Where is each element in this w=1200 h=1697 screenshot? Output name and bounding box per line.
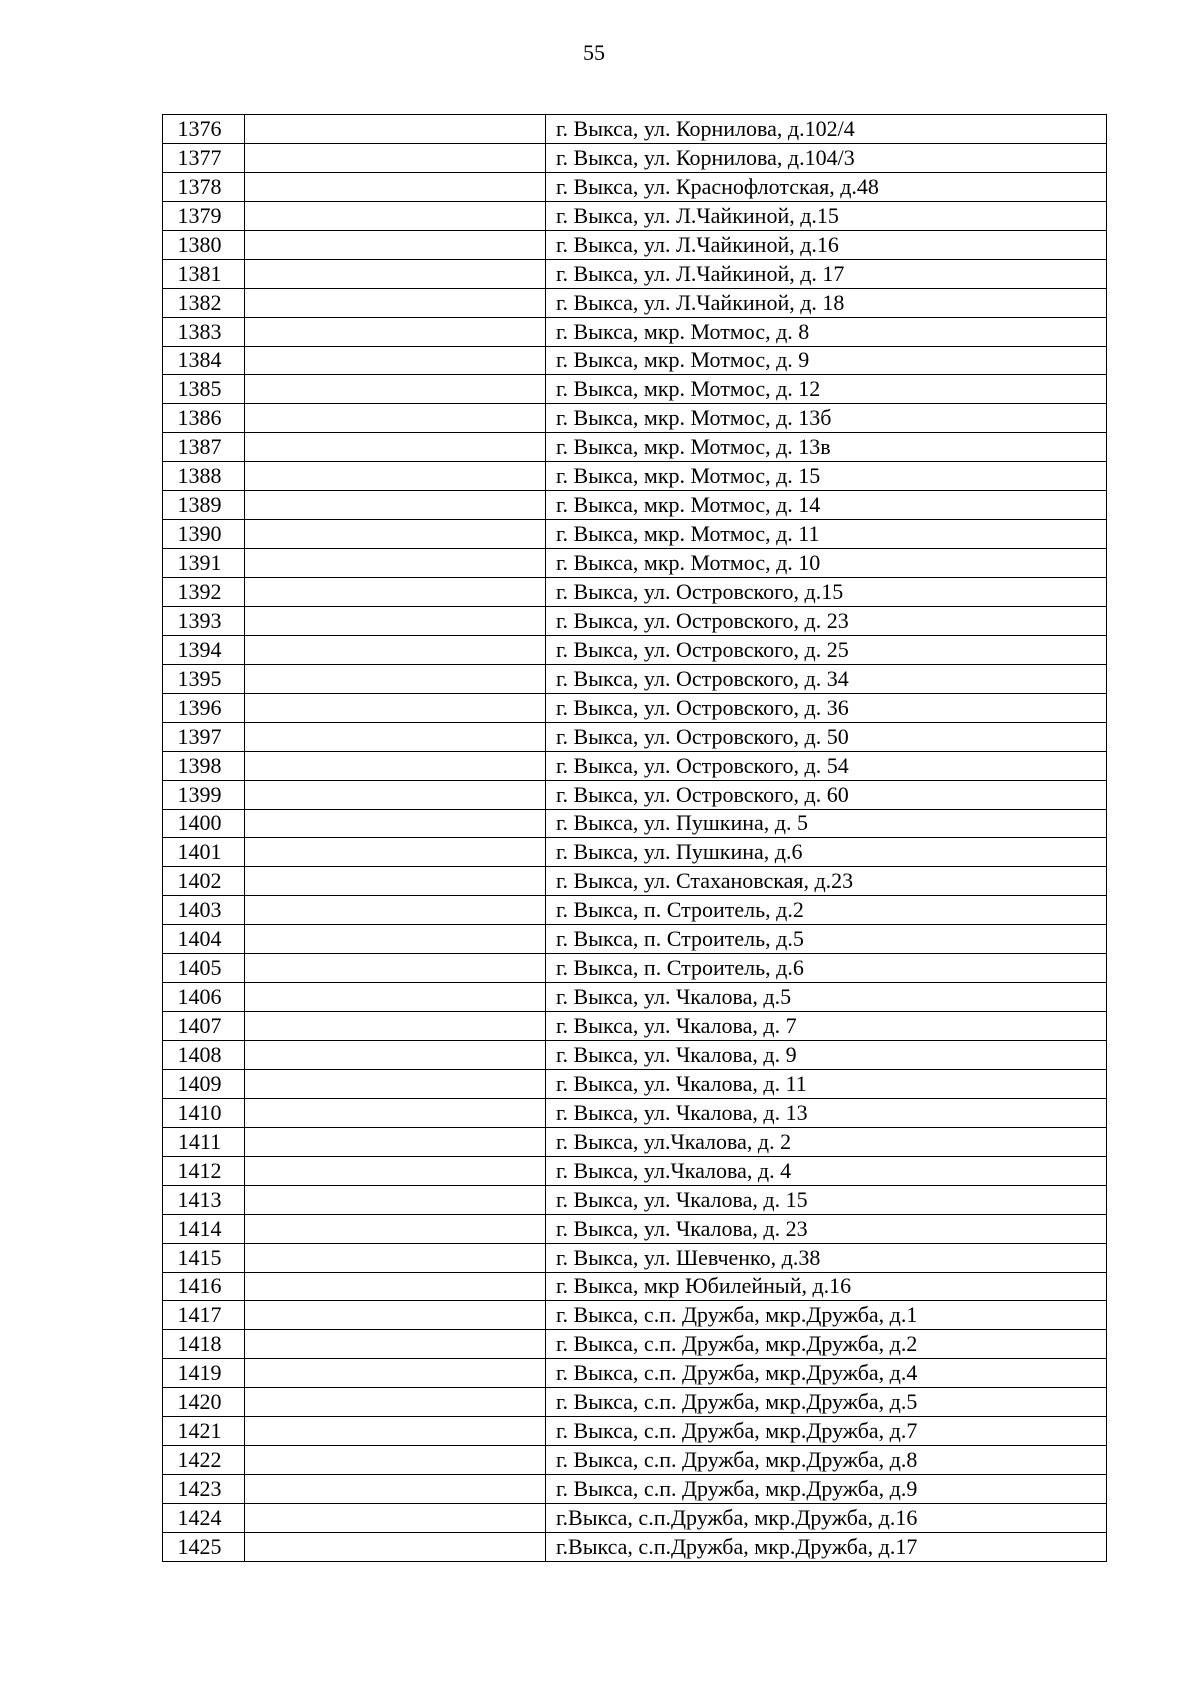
address-cell: г. Выкса, ул. Чкалова, д. 7	[546, 1012, 1107, 1041]
table-row	[163, 433, 1107, 462]
row-number-cell: 1424	[163, 1504, 245, 1533]
table-row	[163, 838, 1107, 867]
address-cell: г. Выкса, ул.Чкалова, д. 4	[546, 1156, 1107, 1185]
table-row	[163, 693, 1107, 722]
empty-cell	[245, 143, 546, 172]
table-row	[163, 1012, 1107, 1041]
empty-cell	[245, 751, 546, 780]
empty-cell	[245, 317, 546, 346]
address-cell: г. Выкса, мкр. Мотмос, д. 9	[546, 346, 1107, 375]
empty-cell	[245, 1156, 546, 1185]
row-number-cell: 1399	[163, 780, 245, 809]
empty-cell	[245, 1532, 546, 1561]
empty-cell	[245, 201, 546, 230]
empty-cell	[245, 809, 546, 838]
row-number-cell: 1391	[163, 549, 245, 578]
table-row	[163, 1069, 1107, 1098]
address-cell: г. Выкса, п. Строитель, д.6	[546, 954, 1107, 983]
address-cell: г. Выкса, с.п. Дружба, мкр.Дружба, д.9	[546, 1475, 1107, 1504]
table-row	[163, 1098, 1107, 1127]
address-cell: г. Выкса, с.п. Дружба, мкр.Дружба, д.7	[546, 1417, 1107, 1446]
row-number-cell: 1382	[163, 288, 245, 317]
row-number-cell: 1380	[163, 230, 245, 259]
row-number-cell: 1393	[163, 606, 245, 635]
address-cell: г. Выкса, мкр. Мотмос, д. 11	[546, 520, 1107, 549]
table-row	[163, 1301, 1107, 1330]
address-cell: г. Выкса, ул. Пушкина, д. 5	[546, 809, 1107, 838]
address-cell: г. Выкса, ул. Чкалова, д. 11	[546, 1069, 1107, 1098]
empty-cell	[245, 867, 546, 896]
table-row	[163, 1156, 1107, 1185]
address-cell: г. Выкса, мкр. Мотмос, д. 14	[546, 491, 1107, 520]
table-row	[163, 1532, 1107, 1561]
address-cell: г. Выкса, ул. Островского, д. 36	[546, 693, 1107, 722]
address-cell: г. Выкса, ул. Островского, д. 54	[546, 751, 1107, 780]
address-cell: г. Выкса, ул. Островского, д.15	[546, 578, 1107, 607]
row-number-cell: 1397	[163, 722, 245, 751]
address-cell: г. Выкса, ул. Чкалова, д. 9	[546, 1041, 1107, 1070]
empty-cell	[245, 896, 546, 925]
empty-cell	[245, 520, 546, 549]
empty-cell	[245, 925, 546, 954]
row-number-cell: 1405	[163, 954, 245, 983]
address-cell: г.Выкса, с.п.Дружба, мкр.Дружба, д.17	[546, 1532, 1107, 1561]
row-number-cell: 1387	[163, 433, 245, 462]
table-row	[163, 1185, 1107, 1214]
row-number-cell: 1379	[163, 201, 245, 230]
row-number-cell: 1409	[163, 1069, 245, 1098]
table-row	[163, 230, 1107, 259]
address-cell: г. Выкса, ул.Чкалова, д. 2	[546, 1127, 1107, 1156]
address-table-body	[163, 115, 1107, 1562]
table-row	[163, 288, 1107, 317]
row-number-cell: 1419	[163, 1359, 245, 1388]
empty-cell	[245, 1272, 546, 1301]
table-row	[163, 925, 1107, 954]
empty-cell	[245, 1069, 546, 1098]
empty-cell	[245, 404, 546, 433]
address-cell: г. Выкса, ул. Стахановская, д.23	[546, 867, 1107, 896]
empty-cell	[245, 375, 546, 404]
table-row	[163, 1243, 1107, 1272]
table-row	[163, 722, 1107, 751]
row-number-cell: 1400	[163, 809, 245, 838]
table-row	[163, 404, 1107, 433]
address-cell: г. Выкса, п. Строитель, д.2	[546, 896, 1107, 925]
row-number-cell: 1404	[163, 925, 245, 954]
row-number-cell: 1423	[163, 1475, 245, 1504]
address-table	[162, 114, 1107, 1562]
row-number-cell: 1378	[163, 172, 245, 201]
table-row	[163, 751, 1107, 780]
empty-cell	[245, 1330, 546, 1359]
table-row	[163, 1504, 1107, 1533]
table-row	[163, 1041, 1107, 1070]
table-row	[163, 635, 1107, 664]
empty-cell	[245, 1446, 546, 1475]
table-row	[163, 462, 1107, 491]
row-number-cell: 1420	[163, 1388, 245, 1417]
row-number-cell: 1406	[163, 983, 245, 1012]
empty-cell	[245, 1504, 546, 1533]
table-row	[163, 1272, 1107, 1301]
table-row	[163, 1214, 1107, 1243]
empty-cell	[245, 1417, 546, 1446]
address-cell: г. Выкса, мкр. Мотмос, д. 13б	[546, 404, 1107, 433]
address-cell: г. Выкса, с.п. Дружба, мкр.Дружба, д.1	[546, 1301, 1107, 1330]
empty-cell	[245, 664, 546, 693]
empty-cell	[245, 983, 546, 1012]
empty-cell	[245, 115, 546, 144]
table-row	[163, 549, 1107, 578]
row-number-cell: 1425	[163, 1532, 245, 1561]
row-number-cell: 1408	[163, 1041, 245, 1070]
row-number-cell: 1395	[163, 664, 245, 693]
empty-cell	[245, 722, 546, 751]
row-number-cell: 1383	[163, 317, 245, 346]
empty-cell	[245, 635, 546, 664]
table-row	[163, 1359, 1107, 1388]
empty-cell	[245, 172, 546, 201]
row-number-cell: 1398	[163, 751, 245, 780]
row-number-cell: 1413	[163, 1185, 245, 1214]
row-number-cell: 1421	[163, 1417, 245, 1446]
table-row	[163, 143, 1107, 172]
empty-cell	[245, 578, 546, 607]
empty-cell	[245, 346, 546, 375]
address-cell: г. Выкса, ул. Островского, д. 23	[546, 606, 1107, 635]
address-cell: г. Выкса, ул. Л.Чайкиной, д. 18	[546, 288, 1107, 317]
row-number-cell: 1390	[163, 520, 245, 549]
empty-cell	[245, 1214, 546, 1243]
row-number-cell: 1403	[163, 896, 245, 925]
empty-cell	[245, 433, 546, 462]
address-cell: г. Выкса, ул. Шевченко, д.38	[546, 1243, 1107, 1272]
table-row	[163, 172, 1107, 201]
address-cell: г. Выкса, ул. Корнилова, д.102/4	[546, 115, 1107, 144]
row-number-cell: 1411	[163, 1127, 245, 1156]
table-row	[163, 780, 1107, 809]
empty-cell	[245, 1301, 546, 1330]
address-cell: г. Выкса, с.п. Дружба, мкр.Дружба, д.4	[546, 1359, 1107, 1388]
address-cell: г. Выкса, мкр. Мотмос, д. 8	[546, 317, 1107, 346]
table-row	[163, 1417, 1107, 1446]
table-row	[163, 115, 1107, 144]
table-row	[163, 346, 1107, 375]
address-cell: г. Выкса, мкр. Мотмос, д. 12	[546, 375, 1107, 404]
address-cell: г. Выкса, ул. Чкалова, д.5	[546, 983, 1107, 1012]
address-cell: г. Выкса, мкр Юбилейный, д.16	[546, 1272, 1107, 1301]
table-row	[163, 375, 1107, 404]
address-cell: г. Выкса, ул. Л.Чайкиной, д. 17	[546, 259, 1107, 288]
empty-cell	[245, 693, 546, 722]
table-row	[163, 1127, 1107, 1156]
table-row	[163, 1330, 1107, 1359]
row-number-cell: 1422	[163, 1446, 245, 1475]
address-cell: г. Выкса, п. Строитель, д.5	[546, 925, 1107, 954]
row-number-cell: 1412	[163, 1156, 245, 1185]
table-row	[163, 896, 1107, 925]
address-cell: г. Выкса, мкр. Мотмос, д. 13в	[546, 433, 1107, 462]
table-row	[163, 317, 1107, 346]
row-number-cell: 1410	[163, 1098, 245, 1127]
address-cell: г. Выкса, ул. Л.Чайкиной, д.15	[546, 201, 1107, 230]
row-number-cell: 1417	[163, 1301, 245, 1330]
empty-cell	[245, 230, 546, 259]
empty-cell	[245, 954, 546, 983]
empty-cell	[245, 259, 546, 288]
address-cell: г.Выкса, с.п.Дружба, мкр.Дружба, д.16	[546, 1504, 1107, 1533]
address-cell: г. Выкса, мкр. Мотмос, д. 10	[546, 549, 1107, 578]
empty-cell	[245, 1243, 546, 1272]
empty-cell	[245, 606, 546, 635]
address-cell: г. Выкса, ул. Островского, д. 34	[546, 664, 1107, 693]
address-cell: г. Выкса, ул. Чкалова, д. 15	[546, 1185, 1107, 1214]
row-number-cell: 1414	[163, 1214, 245, 1243]
empty-cell	[245, 288, 546, 317]
table-row	[163, 606, 1107, 635]
row-number-cell: 1407	[163, 1012, 245, 1041]
row-number-cell: 1396	[163, 693, 245, 722]
row-number-cell: 1384	[163, 346, 245, 375]
empty-cell	[245, 462, 546, 491]
address-cell: г. Выкса, ул. Островского, д. 50	[546, 722, 1107, 751]
table-row	[163, 491, 1107, 520]
empty-cell	[245, 549, 546, 578]
empty-cell	[245, 1041, 546, 1070]
address-cell: г. Выкса, с.п. Дружба, мкр.Дружба, д.2	[546, 1330, 1107, 1359]
row-number-cell: 1376	[163, 115, 245, 144]
table-row	[163, 867, 1107, 896]
row-number-cell: 1381	[163, 259, 245, 288]
empty-cell	[245, 1185, 546, 1214]
address-cell: г. Выкса, с.п. Дружба, мкр.Дружба, д.8	[546, 1446, 1107, 1475]
row-number-cell: 1416	[163, 1272, 245, 1301]
address-cell: г. Выкса, с.п. Дружба, мкр.Дружба, д.5	[546, 1388, 1107, 1417]
row-number-cell: 1385	[163, 375, 245, 404]
row-number-cell: 1394	[163, 635, 245, 664]
empty-cell	[245, 1475, 546, 1504]
table-row	[163, 954, 1107, 983]
empty-cell	[245, 1098, 546, 1127]
row-number-cell: 1402	[163, 867, 245, 896]
empty-cell	[245, 491, 546, 520]
row-number-cell: 1388	[163, 462, 245, 491]
empty-cell	[245, 1359, 546, 1388]
row-number-cell: 1392	[163, 578, 245, 607]
empty-cell	[245, 780, 546, 809]
table-row	[163, 809, 1107, 838]
page-number: 55	[583, 40, 605, 65]
address-cell: г. Выкса, ул. Островского, д. 25	[546, 635, 1107, 664]
address-cell: г. Выкса, ул. Островского, д. 60	[546, 780, 1107, 809]
empty-cell	[245, 1012, 546, 1041]
address-cell: г. Выкса, ул. Чкалова, д. 13	[546, 1098, 1107, 1127]
row-number-cell: 1418	[163, 1330, 245, 1359]
row-number-cell: 1415	[163, 1243, 245, 1272]
table-row	[163, 259, 1107, 288]
row-number-cell: 1401	[163, 838, 245, 867]
row-number-cell: 1386	[163, 404, 245, 433]
address-cell: г. Выкса, мкр. Мотмос, д. 15	[546, 462, 1107, 491]
address-cell: г. Выкса, ул. Краснофлотская, д.48	[546, 172, 1107, 201]
empty-cell	[245, 1388, 546, 1417]
table-row	[163, 664, 1107, 693]
table-row	[163, 1446, 1107, 1475]
row-number-cell: 1389	[163, 491, 245, 520]
address-cell: г. Выкса, ул. Чкалова, д. 23	[546, 1214, 1107, 1243]
empty-cell	[245, 1127, 546, 1156]
table-row	[163, 1388, 1107, 1417]
table-row	[163, 520, 1107, 549]
address-cell: г. Выкса, ул. Корнилова, д.104/3	[546, 143, 1107, 172]
row-number-cell: 1377	[163, 143, 245, 172]
address-cell: г. Выкса, ул. Л.Чайкиной, д.16	[546, 230, 1107, 259]
table-row	[163, 983, 1107, 1012]
address-cell: г. Выкса, ул. Пушкина, д.6	[546, 838, 1107, 867]
table-row	[163, 578, 1107, 607]
table-row	[163, 1475, 1107, 1504]
table-row	[163, 201, 1107, 230]
empty-cell	[245, 838, 546, 867]
